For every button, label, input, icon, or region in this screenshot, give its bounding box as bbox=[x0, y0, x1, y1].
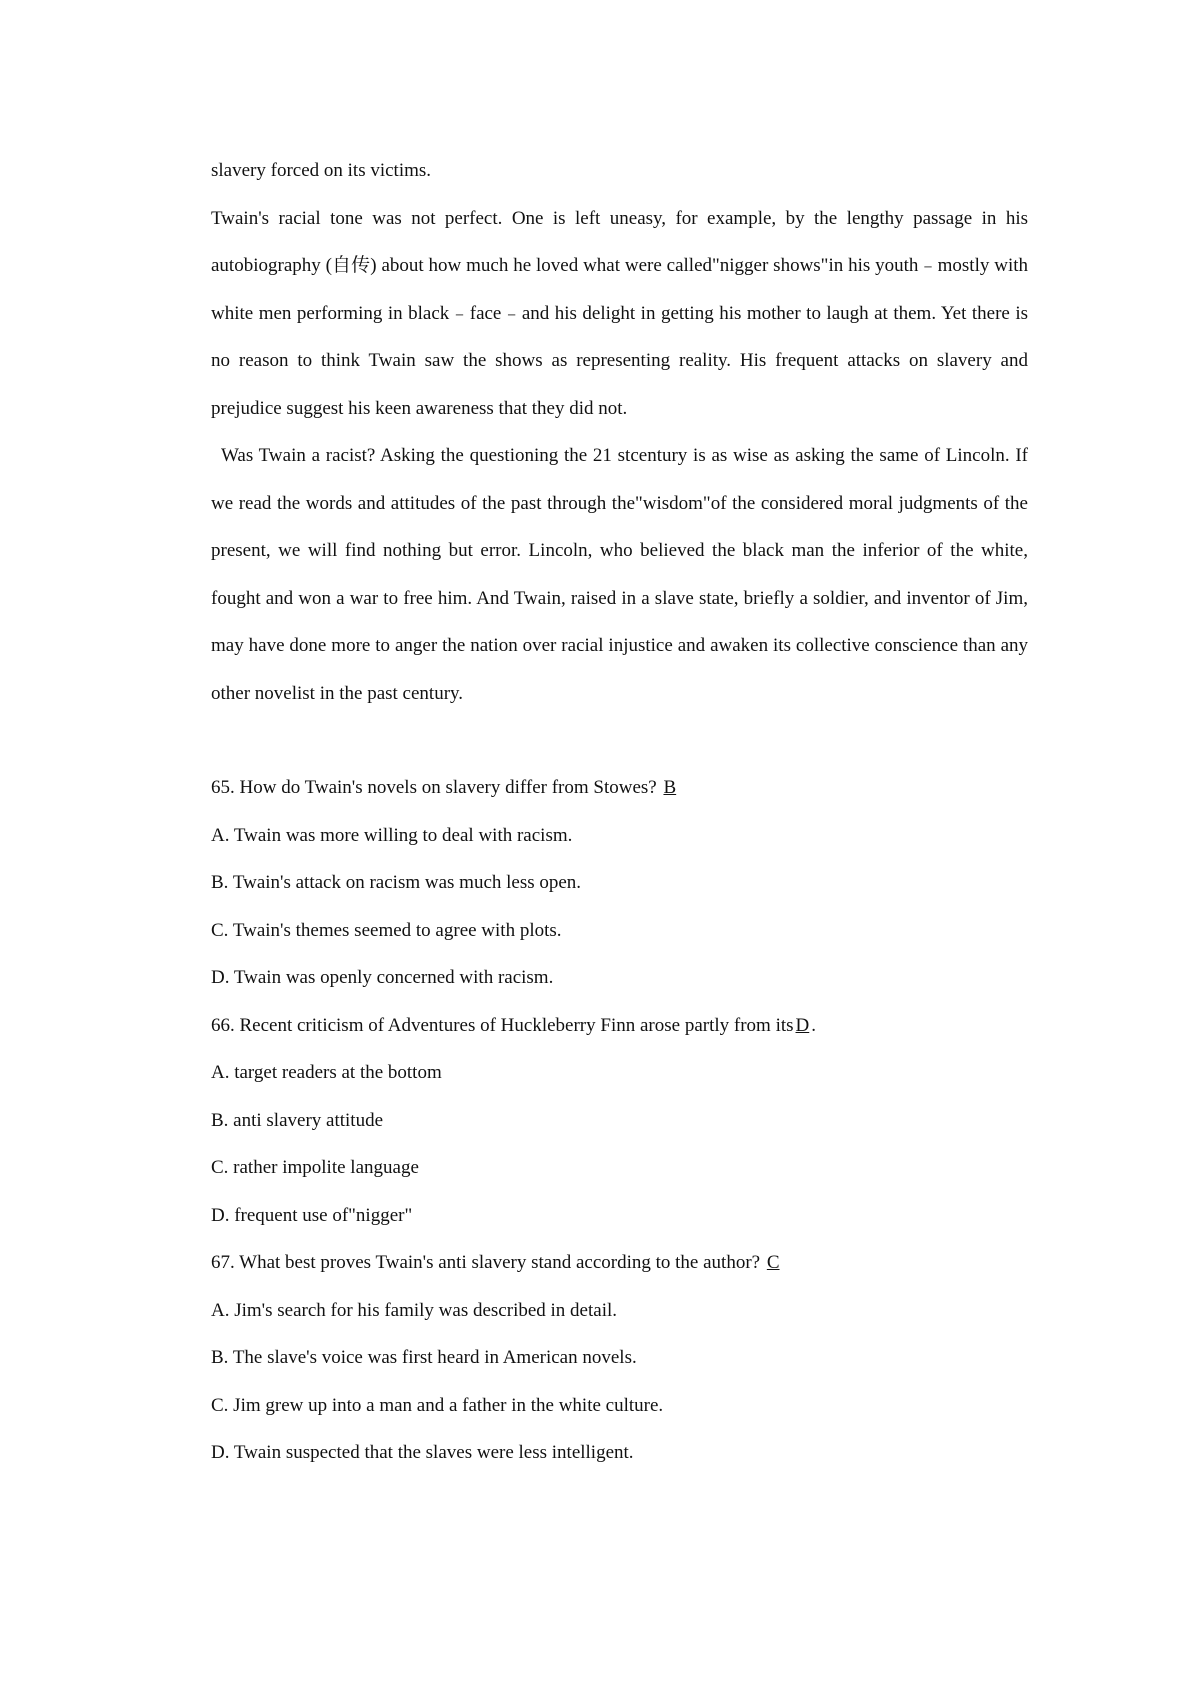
option: C. Jim grew up into a man and a father in the white culture. bbox=[211, 1394, 664, 1416]
answer-blank: C bbox=[766, 1252, 780, 1273]
passage-paragraph: Was Twain a racist? Asking the questioning the 21 stcentury is as wise as asking the same of Lincoln. If we read the words and attitudes of the past through the"wisdom"of the considered moral judgments of the present, we will find nothing but error. Lincoln, who believed the black man the inferior of the white, fought and won a war to free him. And Twain, raised in a slave state, briefly a soldier, and inventor of Jim, may have done more to anger the nation over racial injustice and awaken its collective conscience than any other novelist in the past century. bbox=[211, 445, 1028, 704]
question-stem bbox=[211, 1239, 1028, 1287]
option: D. frequent use of"nigger" bbox=[211, 1204, 413, 1226]
option: A. Twain was more willing to deal with racism. bbox=[211, 824, 573, 846]
option: B. anti slavery attitude bbox=[211, 1109, 384, 1131]
answer-blank: D bbox=[795, 1014, 810, 1036]
document-content bbox=[211, 147, 1028, 1477]
option: D. Twain suspected that the slaves were less intelligent. bbox=[211, 1442, 634, 1463]
question-text: 67. What best proves Twain's anti slavery stand according to the author? bbox=[211, 1252, 765, 1273]
option: A. Jim's search for his family was described in detail. bbox=[211, 1299, 618, 1321]
question-text: 65. How do Twain's novels on slavery differ from Stowes? bbox=[211, 777, 662, 798]
passage-paragraph: slavery forced on its victims. bbox=[211, 160, 432, 181]
question-block bbox=[211, 764, 1028, 1002]
option: B. The slave's voice was first heard in American novels. bbox=[211, 1347, 637, 1368]
option: C. rather impolite language bbox=[211, 1157, 419, 1178]
question-suffix: . bbox=[811, 1014, 816, 1036]
question-block bbox=[211, 1002, 1028, 1240]
option: D. Twain was openly concerned with racism. bbox=[211, 967, 554, 988]
question-text: 66. Recent criticism of Adventures of Huckleberry Finn arose partly from its bbox=[211, 1014, 794, 1036]
answer-blank: B bbox=[663, 777, 677, 798]
question-stem bbox=[211, 764, 1028, 812]
option: B. Twain's attack on racism was much less open. bbox=[211, 872, 582, 893]
section-gap bbox=[211, 717, 1028, 764]
question-stem bbox=[211, 1002, 1028, 1050]
option: A. target readers at the bottom bbox=[211, 1062, 442, 1083]
question-block bbox=[211, 1239, 1028, 1477]
option: C. Twain's themes seemed to agree with plots. bbox=[211, 919, 562, 941]
passage-paragraph: Twain's racial tone was not perfect. One is left uneasy, for example, by the lengthy passage in his autobiography (自传) about how much he loved what were called"nigger shows"in his youth﹣mostly with white men performing in black﹣face﹣and his delight in getting his mother to laugh at them. Yet there is no reason to think Twain saw the shows as representing reality. His frequent attacks on slavery and prejudice suggest his keen awareness that they did not. bbox=[211, 207, 1028, 419]
